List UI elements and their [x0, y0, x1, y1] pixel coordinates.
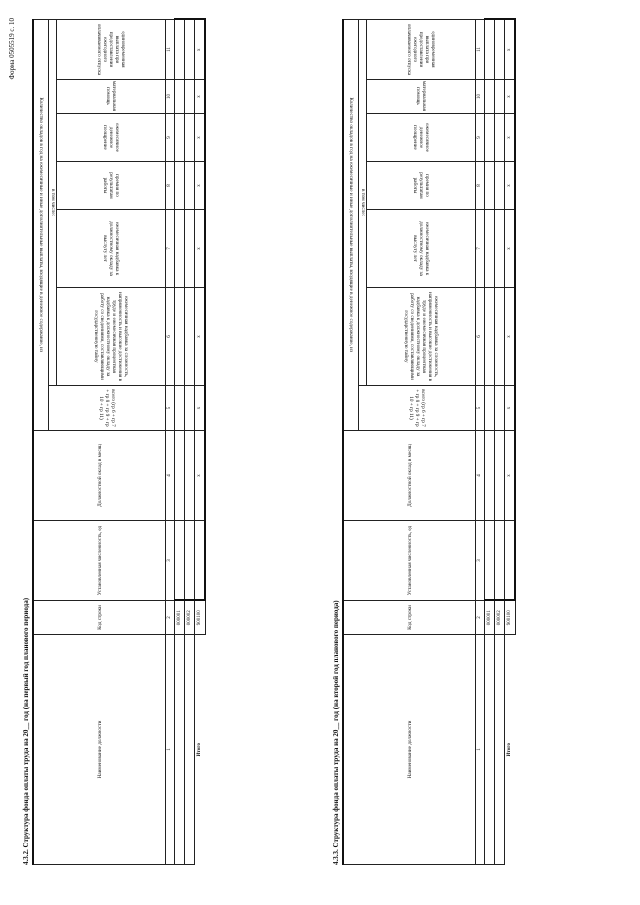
- cell-c7[interactable]: [495, 210, 505, 288]
- cell-position[interactable]: [485, 635, 495, 865]
- cell-c11[interactable]: [495, 19, 505, 79]
- cell-c6[interactable]: [495, 288, 505, 386]
- cell-c9[interactable]: [185, 114, 195, 162]
- cell-salary[interactable]: [495, 431, 505, 521]
- wage-structure-table: [342, 18, 516, 865]
- col-number: 7: [476, 210, 485, 288]
- header-c9: ежемесячное денежное поощрение: [367, 114, 476, 162]
- col-number: 11: [476, 19, 485, 79]
- section-4-3-2: [20, 20, 206, 865]
- cell-c10[interactable]: [495, 80, 505, 114]
- total-row: [195, 19, 206, 864]
- total-c5: x: [195, 386, 206, 431]
- cell-c9[interactable]: [485, 114, 495, 162]
- total-c5: x: [505, 386, 516, 431]
- col-number: 3: [476, 521, 485, 601]
- table-row: [185, 19, 195, 864]
- header-group: Количество окладов в год на ежемесячные и иные дополнительные выплаты, входящие в денежное содержание, из: [343, 19, 359, 430]
- cell-c11[interactable]: [185, 19, 195, 79]
- cell-c6[interactable]: [485, 288, 495, 386]
- table-row: [495, 19, 505, 864]
- col-number: 2: [166, 601, 175, 635]
- cell-c10[interactable]: [185, 80, 195, 114]
- cell-c6[interactable]: [185, 288, 195, 386]
- header-total: всего (гр 6 + гр 7 + гр 8 + гр 9 + гр 10 + гр 11): [49, 386, 166, 431]
- header-c7: ежемесячная надбавка к должностному окладу за выслугу лет: [367, 210, 476, 288]
- section-4-3-3: [330, 20, 516, 865]
- cell-c9[interactable]: [495, 114, 505, 162]
- table-row: [485, 19, 495, 864]
- cell-c7[interactable]: [175, 210, 185, 288]
- col-number: 10: [166, 80, 175, 114]
- total-salary: x: [195, 431, 206, 521]
- header-c6: ежемесячная надбавка за сложность, напряженность и высокие достижения в труде и ежемесячная процентная надбавка к должностному окладу за работу со сведениями, составляющими государственную тайну: [57, 288, 166, 386]
- col-number: 6: [166, 288, 175, 386]
- cell-c10[interactable]: [175, 80, 185, 114]
- header-in-that: в том числе:: [49, 19, 57, 385]
- cell-code: 000002: [185, 601, 195, 635]
- total-c6: x: [195, 288, 206, 386]
- cell-c7[interactable]: [485, 210, 495, 288]
- cell-c10[interactable]: [485, 80, 495, 114]
- col-number: 11: [166, 19, 175, 79]
- total-c10: x: [195, 80, 206, 114]
- col-number: 8: [166, 162, 175, 210]
- cell-code: 000002: [495, 601, 505, 635]
- total-code: 900100: [195, 601, 206, 635]
- col-number: 9: [166, 114, 175, 162]
- total-c10: x: [505, 80, 516, 114]
- header-c11: единовременная выплата при предоставлении ежегодного оплачиваемого отпуска: [57, 19, 166, 79]
- total-salary: x: [505, 431, 516, 521]
- cell-salary[interactable]: [185, 431, 195, 521]
- cell-position[interactable]: [175, 635, 185, 865]
- cell-c8[interactable]: [485, 162, 495, 210]
- col-number: 5: [166, 386, 175, 431]
- header-group: Количество окладов в год на ежемесячные и иные дополнительные выплаты, входящие в денежное содержание, из: [33, 19, 49, 430]
- header-salary: Должностной оклад в месяц: [343, 431, 476, 521]
- header-total: всего (гр 6 + гр 7 + гр 8 + гр 9 + гр 10 + гр 11): [359, 386, 476, 431]
- table-row: [175, 19, 185, 864]
- cell-salary[interactable]: [175, 431, 185, 521]
- cell-c5[interactable]: [175, 386, 185, 431]
- header-c10: материальная помощь: [57, 80, 166, 114]
- col-number: 9: [476, 114, 485, 162]
- header-c10: материальная помощь: [367, 80, 476, 114]
- col-number: 1: [476, 635, 485, 865]
- section-title: 4.3.3. Структура фонда оплаты труда на 20__ год (на второй год планового периода): [332, 600, 340, 865]
- header-c6: ежемесячная надбавка за сложность, напряженность и высокие достижения в труде и ежемесячная процентная надбавка к должностному окладу за работу со сведениями, составляющими государственную тайну: [367, 288, 476, 386]
- col-number: 2: [476, 601, 485, 635]
- cell-headcount[interactable]: [175, 521, 185, 601]
- total-c7: x: [195, 210, 206, 288]
- cell-code: 000001: [485, 601, 495, 635]
- cell-position[interactable]: [185, 635, 195, 865]
- cell-c5[interactable]: [185, 386, 195, 431]
- col-number: 4: [166, 431, 175, 521]
- cell-c11[interactable]: [175, 19, 185, 79]
- cell-headcount[interactable]: [495, 521, 505, 601]
- cell-salary[interactable]: [485, 431, 495, 521]
- total-headcount[interactable]: [505, 521, 516, 601]
- total-c9: x: [505, 114, 516, 162]
- cell-c11[interactable]: [485, 19, 495, 79]
- cell-c7[interactable]: [185, 210, 195, 288]
- total-headcount[interactable]: [195, 521, 206, 601]
- cell-c5[interactable]: [495, 386, 505, 431]
- header-in-that: в том числе:: [359, 19, 367, 385]
- col-number: 8: [476, 162, 485, 210]
- total-c6: x: [505, 288, 516, 386]
- total-label: Итого: [507, 743, 512, 757]
- total-code: 900100: [505, 601, 516, 635]
- total-c8: x: [195, 162, 206, 210]
- header-position: Наименование должности: [343, 635, 476, 865]
- form-label: Форма 0505519 с. 10: [8, 18, 16, 80]
- section-title: 4.3.2. Структура фонда оплаты труда на 20__ год (на первый год планового периода): [22, 597, 30, 865]
- cell-headcount[interactable]: [185, 521, 195, 601]
- cell-c9[interactable]: [175, 114, 185, 162]
- cell-c8[interactable]: [495, 162, 505, 210]
- total-c7: x: [505, 210, 516, 288]
- header-c7: ежемесячная надбавка к должностному окладу за выслугу лет: [57, 210, 166, 288]
- header-c9: ежемесячное денежное поощрение: [57, 114, 166, 162]
- total-label: Итого: [197, 743, 202, 757]
- total-c9: x: [195, 114, 206, 162]
- total-c11: x: [505, 19, 516, 79]
- header-salary: Должностной оклад в месяц: [33, 431, 166, 521]
- header-c8: премия по результатам работы: [367, 162, 476, 210]
- cell-c6[interactable]: [175, 288, 185, 386]
- header-c8: премия по результатам работы: [57, 162, 166, 210]
- cell-c8[interactable]: [175, 162, 185, 210]
- col-number: 3: [166, 521, 175, 601]
- wage-structure-table: [32, 18, 206, 865]
- col-number: 10: [476, 80, 485, 114]
- header-headcount: Установленная численность, ед: [343, 521, 476, 601]
- col-number: 4: [476, 431, 485, 521]
- col-number: 7: [166, 210, 175, 288]
- col-number: 6: [476, 288, 485, 386]
- cell-c5[interactable]: [485, 386, 495, 431]
- col-number: 5: [476, 386, 485, 431]
- cell-position[interactable]: [495, 635, 505, 865]
- header-position: Наименование должности: [33, 635, 166, 865]
- cell-headcount[interactable]: [485, 521, 495, 601]
- total-c11: x: [195, 19, 206, 79]
- header-code: Код строки: [343, 601, 476, 635]
- header-code: Код строки: [33, 601, 166, 635]
- total-row: [505, 19, 516, 864]
- total-c8: x: [505, 162, 516, 210]
- cell-c8[interactable]: [185, 162, 195, 210]
- col-number: 1: [166, 635, 175, 865]
- cell-code: 000001: [175, 601, 185, 635]
- header-headcount: Установленная численность, ед: [33, 521, 166, 601]
- header-c11: единовременная выплата при предоставлении ежегодного оплачиваемого отпуска: [367, 19, 476, 79]
